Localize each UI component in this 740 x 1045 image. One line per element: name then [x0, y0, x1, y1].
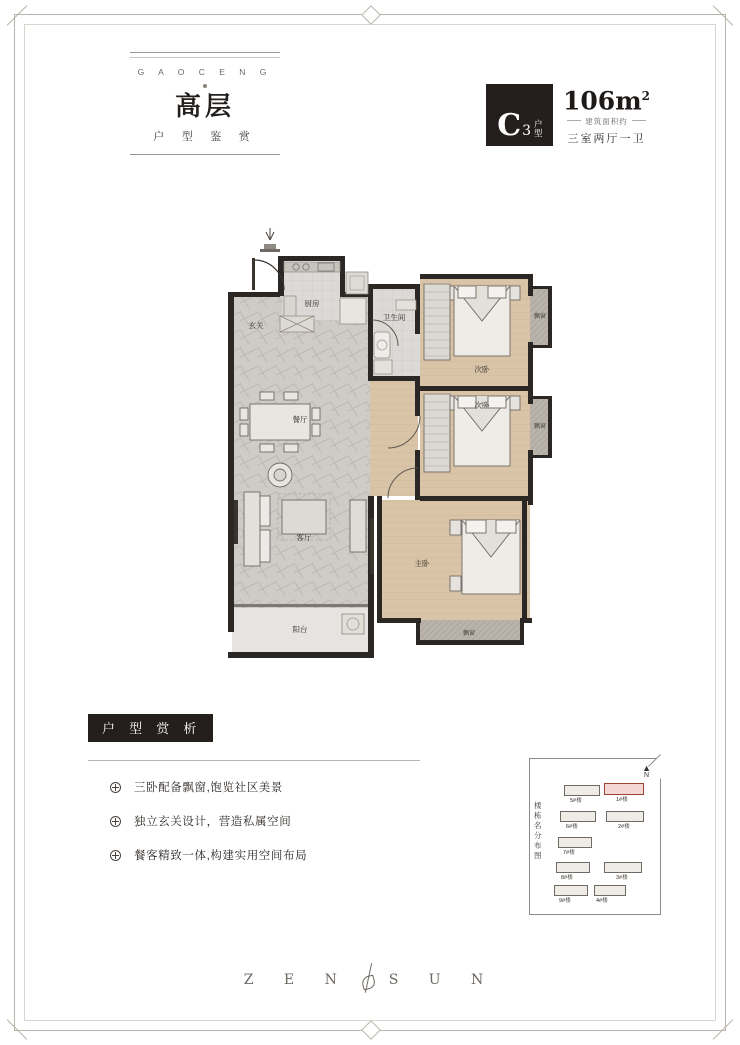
header-pinyin: G A O C E N G: [137, 67, 273, 77]
unit-area-unit: m: [615, 86, 642, 116]
building-block-2: [606, 811, 644, 822]
plan-label-bedroom-2b: 次卧: [474, 401, 490, 410]
unit-area-block: [553, 84, 650, 146]
north-arrow-icon: [642, 765, 651, 779]
diamond-bullet-icon: [110, 816, 121, 827]
corner-ornament-top-right: [712, 6, 734, 28]
plan-label-kitchen: 厨房: [304, 299, 320, 308]
corner-ornament-bottom-left: [6, 1017, 28, 1039]
plan-label-balcony: 阳台: [292, 625, 308, 634]
floor-plan: [222, 200, 552, 670]
building-block-3: [604, 862, 642, 873]
unit-area-value: 106: [563, 86, 616, 116]
plan-label-bay-1: 飘窗: [533, 313, 547, 320]
unit-type-vertical-label: 户型: [534, 119, 543, 139]
building-label-6: 6#楼: [566, 824, 578, 830]
brand-leaf-icon: [356, 967, 382, 993]
building-block-5: [564, 785, 600, 796]
feature-text: 餐客精致一体,构建实用空间布局: [134, 850, 308, 862]
unit-type-badge: [486, 84, 553, 146]
corner-ornament-bottom-right: [712, 1017, 734, 1039]
building-label-2: 2#楼: [618, 824, 630, 830]
feature-text: 三卧配备飘窗,饱览社区美景: [134, 782, 283, 794]
building-label-7: 7#楼: [563, 850, 575, 856]
features-rule: [88, 760, 420, 761]
building-block-9: [554, 885, 588, 896]
plan-label-entry: 玄关: [248, 321, 264, 330]
unit-number: 3: [522, 123, 531, 140]
page-title: 高层: [174, 92, 235, 122]
floor-plan-drawing: [222, 200, 552, 670]
unit-letter: C: [497, 108, 522, 144]
header: [70, 52, 670, 172]
page-subtitle: 户 型 鉴 赏: [153, 130, 257, 143]
north-label: N: [644, 772, 650, 779]
site-map-label: 楼 栋 名 分 布 图: [534, 801, 542, 860]
unit-area: [563, 84, 650, 116]
header-title-block: [70, 52, 340, 155]
features-title: 户 型 赏 析: [88, 714, 213, 742]
building-block-7: [558, 837, 592, 848]
header-rule-top-2: [130, 57, 280, 58]
plan-label-bath: 卫生间: [382, 313, 406, 322]
building-label-4: 4#楼: [596, 898, 608, 904]
site-map: [529, 758, 661, 915]
plan-label-bay-3: 飘窗: [462, 630, 476, 637]
header-rule-bottom: [130, 154, 280, 155]
corner-ornament-top-left: [6, 6, 28, 28]
plan-label-bedroom-2a: 次卧: [474, 365, 490, 374]
plan-label-bay-2: 飘窗: [533, 423, 547, 430]
diamond-bullet-icon: [110, 850, 121, 861]
header-rule-top: [130, 52, 280, 53]
building-block-6: [560, 811, 596, 822]
building-label-1: 1#楼: [616, 797, 628, 803]
brand-name-left: Z E N: [243, 972, 350, 989]
plan-label-dining: 餐厅: [292, 415, 308, 424]
unit-area-exponent: 2: [641, 89, 650, 103]
unit-badge: [486, 84, 650, 146]
building-label-5: 5#楼: [570, 798, 582, 804]
footer: [0, 967, 740, 993]
plan-label-living: 客厅: [296, 533, 312, 542]
plan-label-master: 主卧: [414, 559, 430, 568]
unit-room-config: 三室两厅一卫: [567, 133, 646, 146]
building-block-8: [556, 862, 590, 873]
north-arrow-glyph: ▲: [642, 763, 651, 773]
diamond-bullet-icon: [110, 782, 121, 793]
unit-area-note-text: 建筑面积约: [585, 117, 628, 127]
building-label-8: 8#楼: [561, 875, 573, 881]
brand-name-right: S U N: [388, 972, 497, 989]
building-label-3: 3#楼: [616, 875, 628, 881]
unit-area-note: [563, 116, 650, 127]
building-block-4: [594, 885, 626, 896]
building-label-9: 9#楼: [559, 898, 571, 904]
feature-text: 独立玄关设计，营造私属空间: [134, 816, 292, 828]
header-dot: [203, 84, 207, 88]
building-block-1: [604, 783, 644, 795]
